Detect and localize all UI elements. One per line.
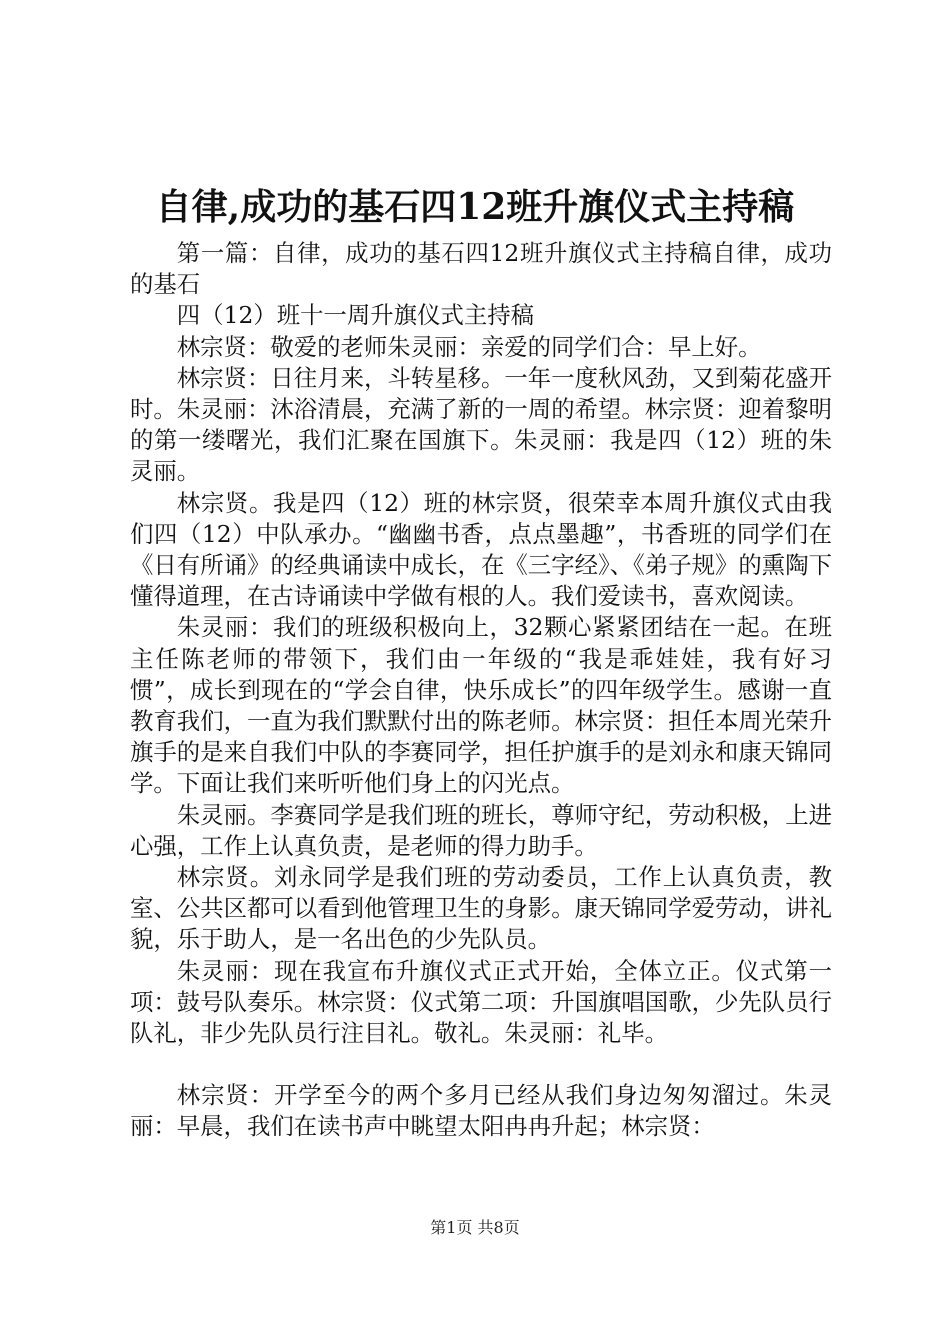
paragraph: 朱灵丽。李赛同学是我们班的班长，尊师守纪，劳动积极，上进心强，工作上认真负责，是老师的得力助手。 — [130, 800, 832, 860]
document-title: 自律,成功的基石四12班升旗仪式主持稿 — [155, 186, 795, 228]
paragraph: 林宗贤：敬爱的老师朱灵丽：亲爱的同学们合：早上好。 — [176, 332, 762, 361]
page-number: 第1页 共8页 — [430, 1218, 520, 1237]
paragraph: 林宗贤：日往月来，斗转星移。一年一度秋风劲，又到菊花盛开时。朱灵丽：沐浴清晨，充满了新的一周的希望。林宗贤：迎着黎明的第一缕曙光，我们汇聚在国旗下。朱灵丽：我是四（12）班的朱灵丽。 — [130, 363, 832, 486]
paragraph: 第一篇：自律，成功的基石四12班升旗仪式主持稿自律，成功的基石 — [130, 239, 832, 299]
paragraph: 朱灵丽：现在我宣布升旗仪式正式开始，全体立正。仪式第一项：鼓号队奏乐。林宗贤：仪式第二项：升国旗唱国歌，少先队员行队礼，非少先队员行注目礼。敬礼。朱灵丽：礼毕。 — [130, 956, 832, 1048]
paragraph: 朱灵丽：我们的班级积极向上，32颗心紧紧团结在一起。在班主任陈老师的带领下，我们由一年级的“我是乖娃娃，我有好习惯”，成长到现在的“学会自律，快乐成长”的四年级学生。感谢一直教育我们，一直为我们默默付出的陈老师。林宗贤：担任本周光荣升旗手的是来自我们中队的李赛同学，担任护旗手的是刘永和康天锦同学。下面让我们来听听他们身上的闪光点。 — [130, 613, 832, 798]
paragraph: 林宗贤。我是四（12）班的林宗贤，很荣幸本周升旗仪式由我们四（12）中队承办。“幽幽书香，点点墨趣”，书香班的同学们在《日有所诵》的经典诵读中成长，在《三字经》、《弟子规》的熏陶下懂得道理，在古诗诵读中学做有根的人。我们爱读书，喜欢阅读。 — [130, 488, 832, 611]
paragraph: 林宗贤。刘永同学是我们班的劳动委员，工作上认真负责，教室、公共区都可以看到他管理卫生的身影。康天锦同学爱劳动，讲礼貌，乐于助人，是一名出色的少先队员。 — [130, 863, 832, 954]
paragraph: 四（12）班十一周升旗仪式主持稿 — [176, 301, 535, 330]
document-body — [130, 238, 832, 1143]
paragraph: 林宗贤：开学至今的两个多月已经从我们身边匆匆溜过。朱灵丽：早晨，我们在读书声中眺望太阳冉冉升起；林宗贤： — [130, 1081, 832, 1141]
